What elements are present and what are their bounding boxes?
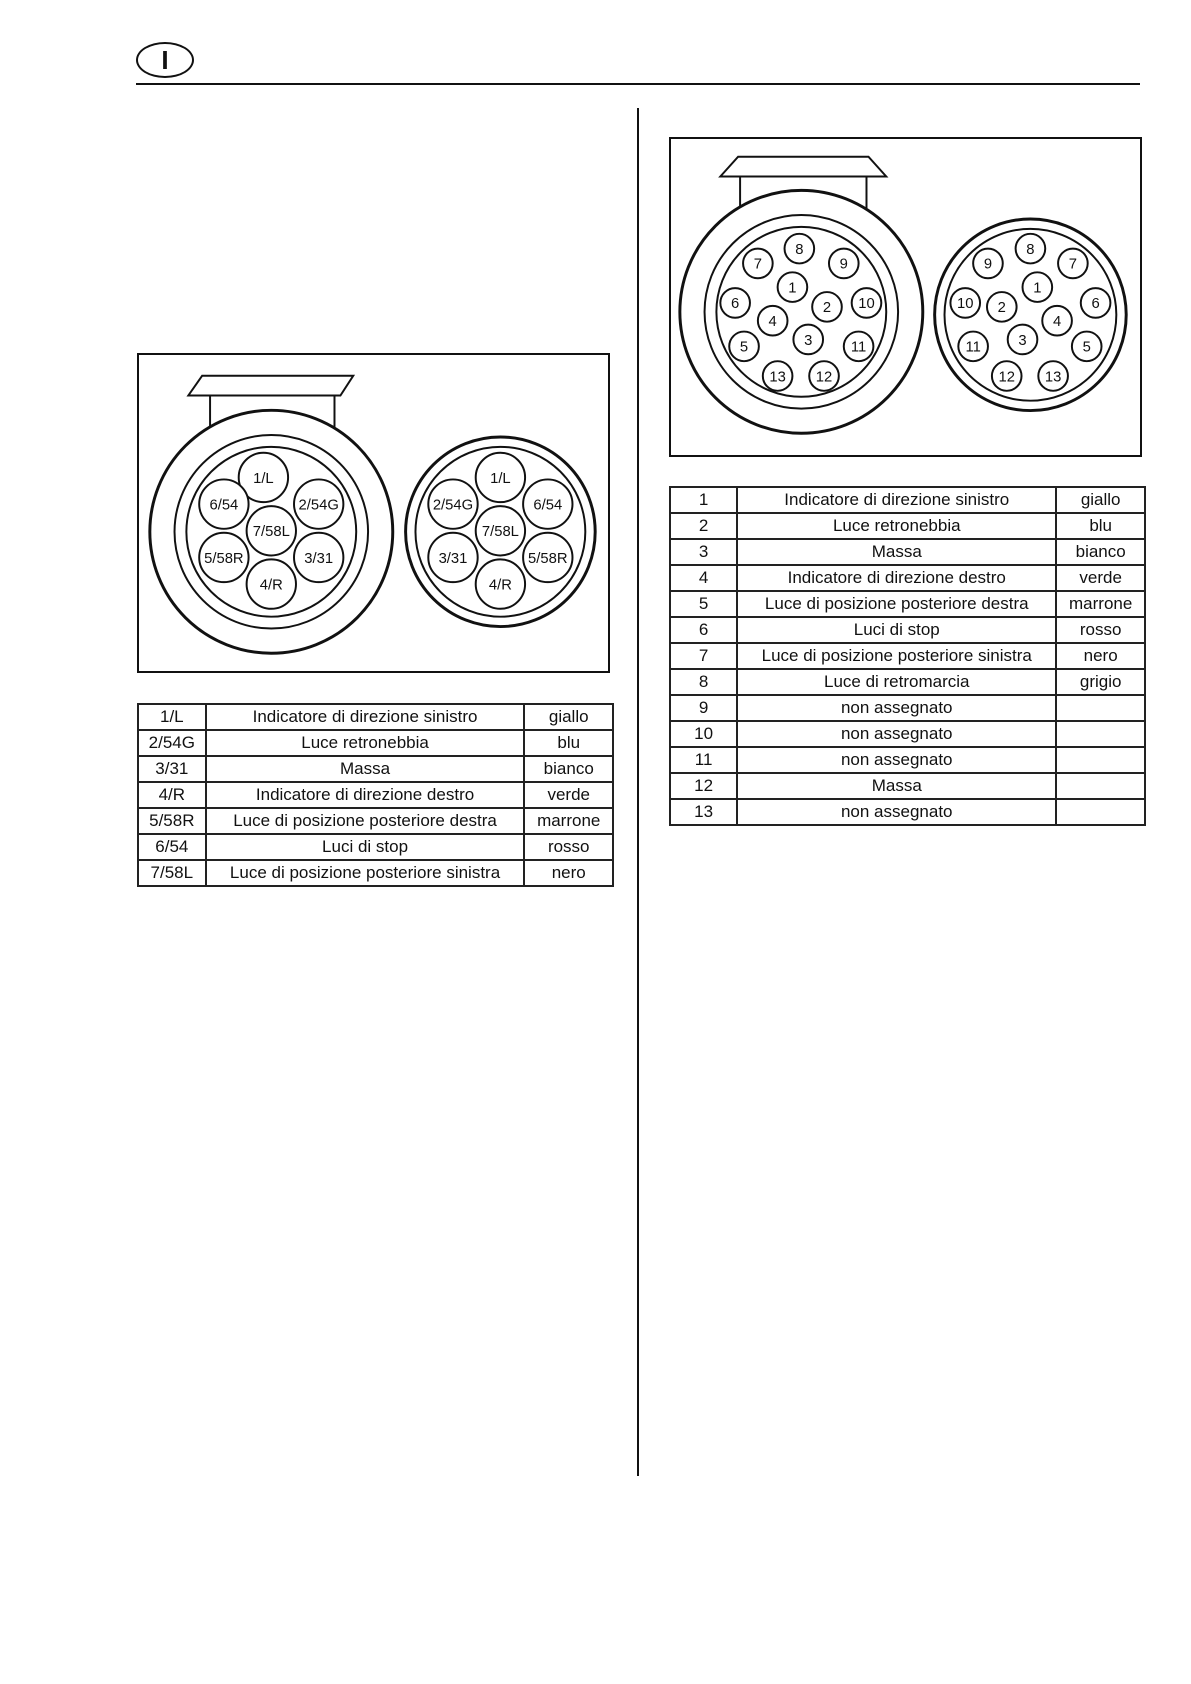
function-cell: Massa xyxy=(737,773,1056,799)
connector13-diagram xyxy=(671,139,1140,455)
socket13-pin-label: 5 xyxy=(1082,339,1091,356)
pin-id-cell: 1 xyxy=(670,487,737,513)
plug7-pin-label: 2/54G xyxy=(298,497,339,514)
socket7-pin-label: 3/31 xyxy=(438,550,468,567)
plug13-pin-label: 4 xyxy=(768,314,777,331)
color-cell: marrone xyxy=(524,808,613,834)
plug7-pin-label: 4/R xyxy=(259,577,283,594)
column-divider xyxy=(637,108,639,1476)
pin-id-cell: 4 xyxy=(670,565,737,591)
color-cell: bianco xyxy=(1056,539,1145,565)
function-cell: Luce di posizione posteriore sinistra xyxy=(737,643,1056,669)
connector7-diagram xyxy=(139,355,608,671)
function-cell: Indicatore di direzione sinistro xyxy=(206,704,525,730)
function-cell: Luci di stop xyxy=(737,617,1056,643)
color-cell xyxy=(1056,747,1145,773)
table-row xyxy=(670,617,1145,643)
language-badge: I xyxy=(136,42,194,78)
function-cell: Indicatore di direzione destro xyxy=(206,782,525,808)
socket7-pin-label: 4/R xyxy=(488,577,512,594)
pin-id-cell: 4/R xyxy=(138,782,206,808)
socket13-pin-label: 9 xyxy=(983,256,993,273)
connector13-figure xyxy=(669,137,1142,457)
pin-id-cell: 1/L xyxy=(138,704,206,730)
socket7-pin-label: 7/58L xyxy=(481,524,519,541)
plug13-pin-label: 9 xyxy=(839,256,848,273)
plug7-pin-label: 6/54 xyxy=(209,497,239,514)
table-row xyxy=(138,860,613,886)
plug7-pin-label: 5/58R xyxy=(204,550,244,567)
pin-id-cell: 3 xyxy=(670,539,737,565)
table-row xyxy=(138,782,613,808)
color-cell: verde xyxy=(1056,565,1145,591)
table-row xyxy=(138,756,613,782)
connector13-table xyxy=(669,486,1146,826)
table-row xyxy=(670,799,1145,825)
function-cell: Luce di retromarcia xyxy=(737,669,1056,695)
function-cell: Luce retronebbia xyxy=(737,513,1056,539)
socket7-pin-label: 2/54G xyxy=(432,497,474,514)
color-cell xyxy=(1056,773,1145,799)
socket13-pin-label: 3 xyxy=(1018,332,1027,349)
function-cell: Luce di posizione posteriore sinistra xyxy=(206,860,525,886)
plug13-pin-label: 7 xyxy=(753,256,762,273)
pin-id-cell: 3/31 xyxy=(138,756,206,782)
table-row xyxy=(670,487,1145,513)
table-row xyxy=(670,591,1145,617)
socket13-pin-label: 11 xyxy=(965,339,981,356)
socket13-pin-label: 4 xyxy=(1052,314,1062,331)
table-row xyxy=(138,730,613,756)
table-row xyxy=(670,773,1145,799)
color-cell xyxy=(1056,695,1145,721)
plug13-pin-label: 3 xyxy=(804,332,813,349)
pin-id-cell: 5/58R xyxy=(138,808,206,834)
plug13-pin-label: 12 xyxy=(815,369,833,386)
color-cell: rosso xyxy=(524,834,613,860)
pin-id-cell: 10 xyxy=(670,721,737,747)
color-cell: marrone xyxy=(1056,591,1145,617)
pin-id-cell: 11 xyxy=(670,747,737,773)
function-cell: Massa xyxy=(206,756,525,782)
table-row xyxy=(670,669,1145,695)
table-row xyxy=(670,721,1145,747)
table-row xyxy=(138,704,613,730)
function-cell: Luce retronebbia xyxy=(206,730,525,756)
socket13-pin-label: 1 xyxy=(1033,280,1042,297)
connector7-table xyxy=(137,703,614,887)
function-cell: Massa xyxy=(737,539,1056,565)
pin-id-cell: 2/54G xyxy=(138,730,206,756)
table-row xyxy=(670,513,1145,539)
function-cell: non assegnato xyxy=(737,721,1056,747)
pin-id-cell: 9 xyxy=(670,695,737,721)
pin-id-cell: 12 xyxy=(670,773,737,799)
socket13-pin-label: 13 xyxy=(1044,369,1062,386)
color-cell: giallo xyxy=(1056,487,1145,513)
pin-id-cell: 6/54 xyxy=(138,834,206,860)
color-cell: grigio xyxy=(1056,669,1145,695)
plug13-pin-label: 10 xyxy=(858,296,875,313)
color-cell: giallo xyxy=(524,704,613,730)
socket7-pin-label: 6/54 xyxy=(533,497,563,514)
function-cell: Indicatore di direzione destro xyxy=(737,565,1056,591)
color-cell: blu xyxy=(524,730,613,756)
header-rule xyxy=(136,83,1140,85)
plug13-pin-label: 13 xyxy=(769,369,786,386)
color-cell xyxy=(1056,799,1145,825)
plug13-pin-label: 8 xyxy=(795,241,804,258)
color-cell: bianco xyxy=(524,756,613,782)
socket13-pin-label: 6 xyxy=(1091,296,1100,313)
table-row xyxy=(670,747,1145,773)
socket7-pin-label: 5/58R xyxy=(528,550,568,567)
pin-id-cell: 6 xyxy=(670,617,737,643)
socket13-pin-label: 8 xyxy=(1026,241,1035,258)
plug13-pin-label: 11 xyxy=(850,339,867,356)
color-cell: verde xyxy=(524,782,613,808)
table-row xyxy=(670,695,1145,721)
function-cell: Luci di stop xyxy=(206,834,525,860)
color-cell: blu xyxy=(1056,513,1145,539)
pin-id-cell: 2 xyxy=(670,513,737,539)
table-row xyxy=(670,643,1145,669)
table-row xyxy=(670,539,1145,565)
socket7-pin-label: 1/L xyxy=(490,470,511,487)
plug13-pin-label: 5 xyxy=(739,339,749,356)
color-cell xyxy=(1056,721,1145,747)
color-cell: nero xyxy=(524,860,613,886)
function-cell: Indicatore di direzione sinistro xyxy=(737,487,1056,513)
socket13-pin-label: 2 xyxy=(997,300,1006,317)
socket13-pin-label: 12 xyxy=(998,369,1015,386)
plug7-pin-label: 3/31 xyxy=(304,550,334,567)
plug7-pin-label: 7/58L xyxy=(252,524,290,541)
color-cell: rosso xyxy=(1056,617,1145,643)
socket13-pin-label: 7 xyxy=(1068,256,1077,273)
table-row xyxy=(670,565,1145,591)
color-cell: nero xyxy=(1056,643,1145,669)
pin-id-cell: 8 xyxy=(670,669,737,695)
function-cell: Luce di posizione posteriore destra xyxy=(206,808,525,834)
pin-id-cell: 7 xyxy=(670,643,737,669)
plug13-pin-label: 6 xyxy=(731,296,740,313)
pin-id-cell: 7/58L xyxy=(138,860,206,886)
table-row xyxy=(138,834,613,860)
function-cell: Luce di posizione posteriore destra xyxy=(737,591,1056,617)
table-row xyxy=(138,808,613,834)
function-cell: non assegnato xyxy=(737,799,1056,825)
connector7-figure xyxy=(137,353,610,673)
pin-id-cell: 5 xyxy=(670,591,737,617)
function-cell: non assegnato xyxy=(737,747,1056,773)
plug7-pin-label: 1/L xyxy=(253,470,274,487)
plug13-pin-label: 2 xyxy=(822,300,832,317)
pin-id-cell: 13 xyxy=(670,799,737,825)
socket13-pin-label: 10 xyxy=(957,296,974,313)
plug13-pin-label: 1 xyxy=(788,280,797,297)
function-cell: non assegnato xyxy=(737,695,1056,721)
